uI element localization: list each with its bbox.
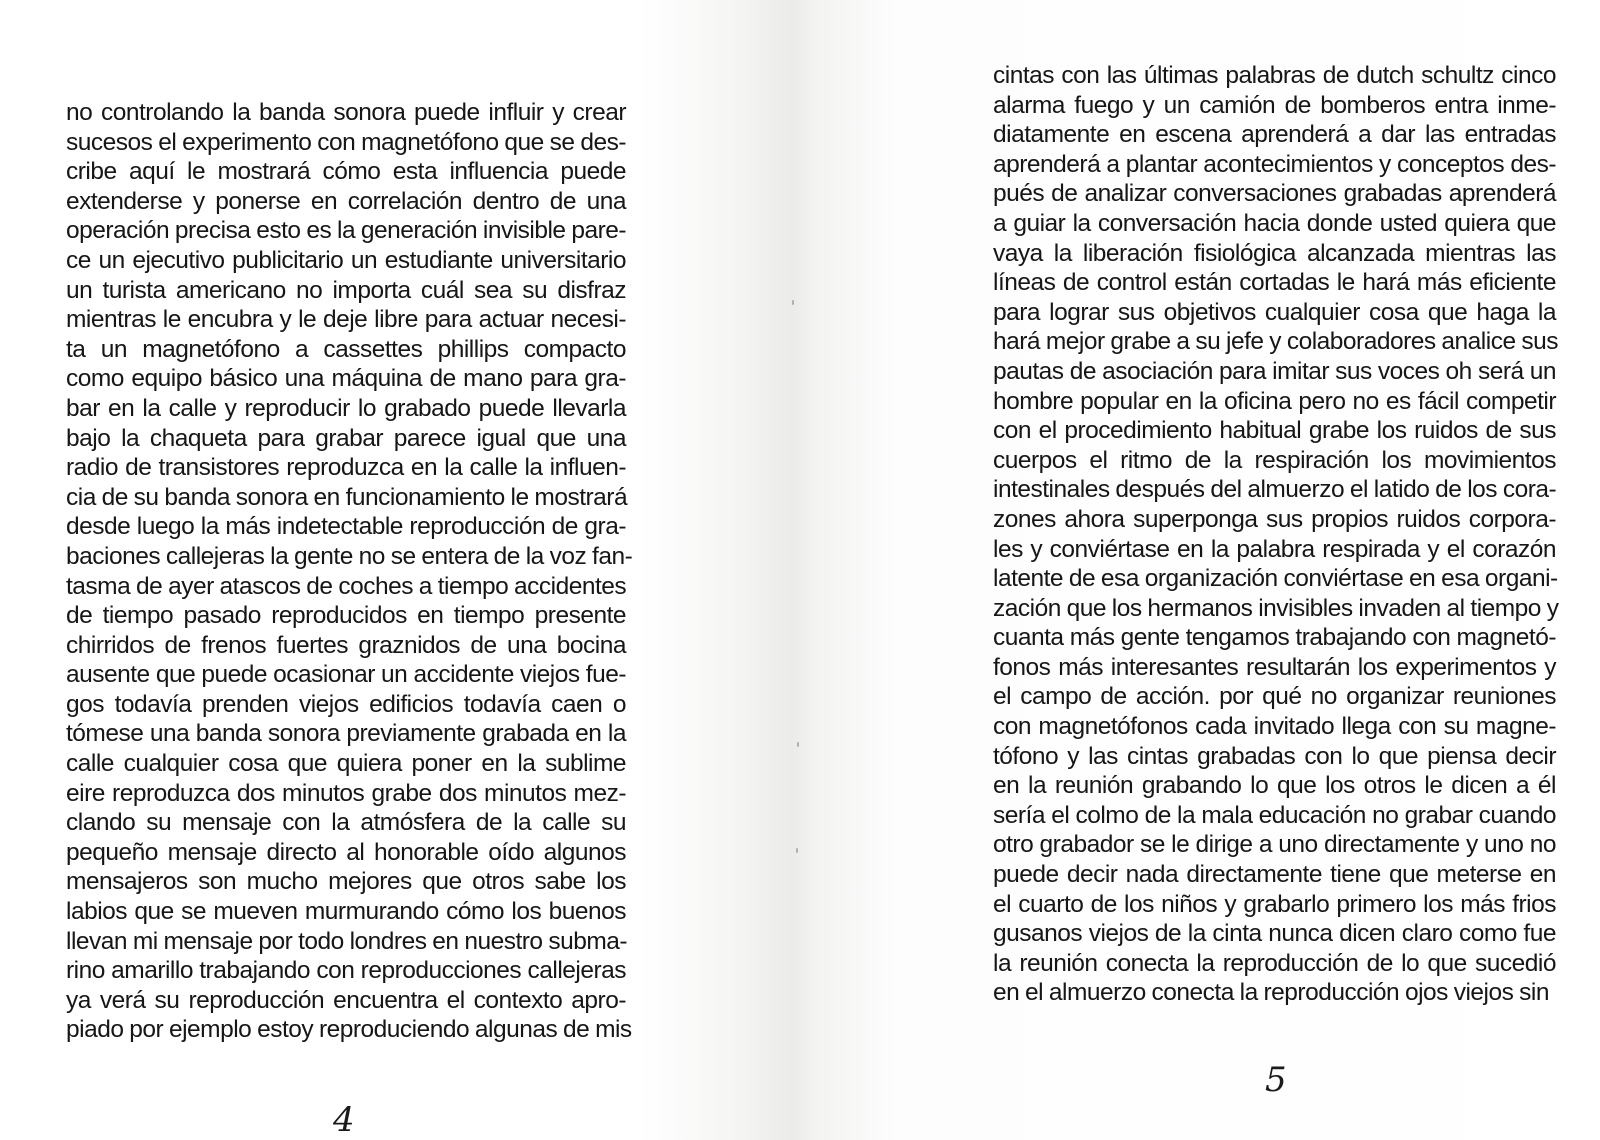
left-page-text-line: no controlando la banda sonora puede influir y crear [66, 99, 626, 126]
right-page-text-line: el campo de acción. por qué no organizar reuniones [993, 683, 1556, 711]
left-page-text-line: como equipo básico una máquina de mano para gra- [66, 365, 626, 393]
right-page-text-line: gusanos viejos de la cinta nunca dicen claro como fue [993, 920, 1556, 948]
right-page-text-line: fonos más interesantes resultarán los experimentos y [993, 653, 1556, 681]
right-page-text-line: intestinales después del almuerzo el latido de los cora- [993, 476, 1557, 504]
right-page-text-line: en la reunión grabando lo que los otros le dicen a él [993, 772, 1556, 800]
right-page-text-line: les y conviértase en la palabra respirada y el corazón [993, 535, 1556, 563]
right-page-text-line: otro grabador se le dirige a uno directamente y uno no [993, 831, 1556, 859]
right-page-text-line: hombre popular en la oficina pero no es fácil competir [993, 387, 1556, 415]
left-page-text-line: gos todavía prenden viejos edificios todavía caen o [66, 690, 626, 718]
left-page-text-line: chirridos de frenos fuertes graznidos de una bocina [66, 631, 626, 659]
right-page-number: 5 [1265, 1060, 1287, 1100]
right-page-text-line: alarma fuego y un camión de bomberos entra inme- [993, 91, 1556, 119]
left-page-text-line: de tiempo pasado reproducidos en tiempo presente [66, 602, 626, 630]
right-page-text-line: con el procedimiento habitual grabe los ruidos de sus [993, 417, 1556, 445]
left-page-text-line: ausente que puede ocasionar un accidente viejos fue- [66, 661, 626, 689]
right-page-text-line: a guiar la conversación hacia donde usted quiera que [993, 209, 1556, 237]
scan-speck [796, 848, 798, 853]
left-page-text-line: extenderse y ponerse en correlación dentro de una [66, 187, 626, 215]
scan-speck [792, 300, 794, 305]
left-page-text-line: llevan mi mensaje por todo londres en nuestro subma- [66, 927, 628, 955]
left-page-text-line: mientras le encubra y le deje libre para actuar necesi- [66, 306, 626, 334]
left-page-text-line: un turista americano no importa cuál sea su disfraz [66, 276, 626, 304]
right-page-text-line: cuerpos el ritmo de la respiración los movimientos [993, 446, 1556, 474]
right-page-text-line: la reunión conecta la reproducción de lo que sucedió [993, 949, 1556, 977]
right-page-text-line: vaya la liberación fisiológica alcanzada mientras las [993, 239, 1556, 267]
left-page-text-line: rino amarillo trabajando con reproducciones callejeras [66, 957, 626, 985]
left-page-text-line: bajo la chaqueta para grabar parece igual que una [66, 424, 626, 452]
left-page-text-line: eire reproduzca dos minutos grabe dos minutos mez- [66, 779, 626, 807]
right-page-text-line: para lograr sus objetivos cualquier cosa que haga la [993, 298, 1556, 326]
right-page-text-line: con magnetófonos cada invitado llega con su magne- [993, 713, 1556, 741]
left-page-text [66, 98, 633, 1045]
left-page-text-line: labios que se mueven murmurando cómo los buenos [66, 898, 626, 926]
left-page-text-line: ce un ejecutivo publicitario un estudiante universitario [66, 246, 626, 274]
right-page-text-line: cintas con las últimas palabras de dutch schultz cinco [993, 62, 1556, 89]
left-page-number: 4 [333, 1100, 355, 1140]
left-page-text-line: calle cualquier cosa que quiera poner en la sublime [66, 750, 626, 778]
right-page-text-line: puede decir nada directamente tiene que meterse en [993, 861, 1556, 889]
left-page-text-line: tómese una banda sonora previamente grabada en la [66, 720, 626, 748]
right-page-text-line: zación que los hermanos invisibles invaden al tiempo y [993, 594, 1559, 622]
right-page [800, 0, 1600, 1140]
left-page-text-line: piado por ejemplo estoy reproduciendo algunas de mis [66, 1016, 632, 1044]
right-page-text-line: cuanta más gente tengamos trabajando con magnetó- [993, 624, 1556, 652]
right-page-text-line: diatamente en escena aprenderá a dar las entradas [993, 121, 1556, 149]
left-page-text-line: mensajeros son mucho mejores que otros sabe los [66, 868, 626, 896]
right-page-text-line: hará mejor grabe a su jefe y colaboradores analice sus [993, 328, 1559, 356]
right-page-text-line: pautas de asociación para imitar sus voces oh será un [993, 357, 1556, 385]
left-page-text-line: radio de transistores reproduzca en la calle la influen- [66, 454, 626, 482]
left-page-text-line: ta un magnetófono a cassettes phillips compacto [66, 335, 626, 363]
left-page-text-line: desde luego la más indetectable reproducción de gra- [66, 513, 626, 541]
left-page-text-line: bar en la calle y reproducir lo grabado puede llevarla [66, 394, 626, 422]
right-page-text-line: el cuarto de los niños y grabarlo primero los más frios [993, 890, 1556, 918]
right-page-text-line: tófono y las cintas grabadas con lo que piensa decir [993, 742, 1556, 770]
left-page-text-line: clando su mensaje con la atmósfera de la calle su [66, 809, 626, 837]
right-page-text-line: aprenderá a plantar acontecimientos y conceptos des- [993, 150, 1556, 178]
left-page-text-line: pequeño mensaje directo al honorable oído algunos [66, 838, 626, 866]
right-page-text-line: líneas de control están cortadas le hará más eficiente [993, 269, 1556, 297]
right-page-text-line: en el almuerzo conecta la reproducción ojos viejos sin [993, 979, 1549, 1007]
right-page-text-line: sería el colmo de la mala educación no grabar cuando [993, 801, 1556, 829]
left-page-text-line: ya verá su reproducción encuentra el contexto apro- [66, 986, 626, 1014]
left-page-text-line: baciones callejeras la gente no se entera de la voz fan- [66, 542, 633, 570]
right-page-text-line: zones ahora superponga sus propios ruidos corpora- [993, 505, 1556, 533]
left-page-text-line: operación precisa esto es la generación invisible pare- [66, 217, 627, 245]
right-page-text-line: pués de analizar conversaciones grabadas aprenderá [993, 180, 1556, 208]
left-page-text-line: tasma de ayer atascos de coches a tiempo accidentes [66, 572, 627, 600]
left-page-text-line: cribe aquí le mostrará cómo esta influencia puede [66, 158, 626, 186]
left-page-text-line: cia de su banda sonora en funcionamiento le mostrará [66, 483, 628, 511]
left-page-text-line: sucesos el experimento con magnetófono que se des- [66, 128, 626, 156]
scan-speck [797, 742, 799, 747]
right-page-text [993, 61, 1559, 1008]
right-page-text-line: latente de esa organización conviértase en esa organi- [993, 565, 1558, 593]
